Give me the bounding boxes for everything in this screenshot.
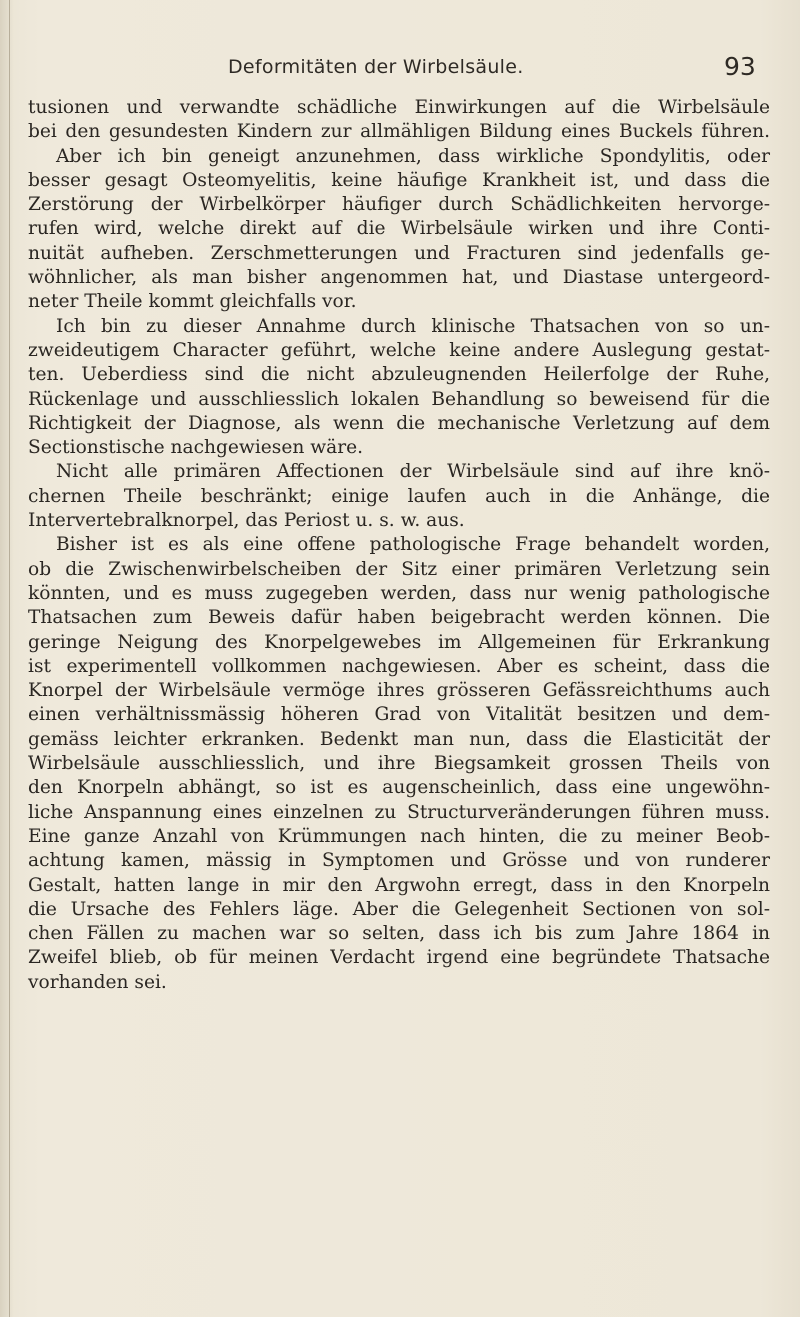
text-line: Wirbelsäule ausschliesslich, und ihre Biegsamkeit grossen Theils von — [28, 753, 770, 775]
text-line: Gestalt, hatten lange in mir den Argwohn erregt, dass in den Knorpeln — [28, 874, 770, 896]
text-line: Bisher ist es als eine offene pathologische Frage behandelt worden, — [56, 534, 770, 556]
text-line: bei den gesundesten Kindern zur allmähligen Bildung eines Buckels führen. — [28, 121, 770, 143]
text-line: könnten, und es muss zugegeben werden, dass nur wenig pathologische — [28, 582, 770, 604]
text-line: zweideutigem Character geführt, welche keine andere Auslegung gestat- — [28, 339, 770, 361]
text-line: ist experimentell vollkommen nachgewiesen. Aber es scheint, dass die — [28, 655, 770, 677]
text-line: chen Fällen zu machen war so selten, dass ich bis zum Jahre 1864 in — [28, 923, 770, 945]
text-line: Aber ich bin geneigt anzunehmen, dass wirkliche Spondylitis, oder — [56, 145, 770, 167]
text-line: ten. Ueberdiess sind die nicht abzuleugnenden Heilerfolge der Ruhe, — [28, 364, 770, 386]
body-text — [28, 96, 770, 995]
text-line: besser gesagt Osteomyelitis, keine häufige Krankheit ist, und dass die — [28, 169, 770, 191]
text-line: Ich bin zu dieser Annahme durch klinische Thatsachen von so un- — [56, 315, 770, 337]
text-line: Eine ganze Anzahl von Krümmungen nach hinten, die zu meiner Beob- — [28, 825, 770, 847]
text-line: tusionen und verwandte schädliche Einwirkungen auf die Wirbelsäule — [28, 97, 770, 118]
text-line: Rückenlage und ausschliesslich lokalen Behandlung so beweisend für die — [28, 388, 770, 410]
text-line: Knorpel der Wirbelsäule vermöge ihres grösseren Gefässreichthums auch — [28, 680, 770, 702]
page-number: 93 — [724, 52, 756, 81]
page-header — [0, 52, 800, 86]
text-line: Nicht alle primären Affectionen der Wirbelsäule sind auf ihre knö- — [56, 461, 770, 483]
text-line: den Knorpeln abhängt, so ist es augenscheinlich, dass eine ungewöhn- — [28, 777, 770, 799]
text-line: rufen wird, welche direkt auf die Wirbelsäule wirken und ihre Conti- — [28, 218, 770, 240]
running-title: Deformitäten der Wirbelsäule. — [228, 56, 524, 78]
text-line: die Ursache des Fehlers läge. Aber die Gelegenheit Sectionen von sol- — [28, 898, 770, 920]
text-line: Zerstörung der Wirbelkörper häufiger durch Schädlichkeiten hervorge- — [28, 194, 770, 216]
text-line: Zweifel blieb, ob für meinen Verdacht irgend eine begründete Thatsache — [28, 947, 770, 969]
text-line: wöhnlicher, als man bisher angenommen hat, und Diastase untergeord- — [28, 267, 770, 289]
page-gutter — [9, 0, 10, 1317]
text-line: Richtigkeit der Diagnose, als wenn die mechanische Verletzung auf dem — [28, 412, 770, 434]
text-line: geringe Neigung des Knorpelgewebes im Allgemeinen für Erkrankung — [28, 631, 770, 653]
text-line: chernen Theile beschränkt; einige laufen auch in die Anhänge, die — [28, 485, 770, 507]
text-line: vorhanden sei. — [28, 971, 167, 993]
text-line: liche Anspannung eines einzelnen zu Structurveränderungen führen muss. — [28, 801, 770, 823]
text-line: neter Theile kommt gleichfalls vor. — [28, 291, 357, 313]
text-line: ob die Zwischenwirbelscheiben der Sitz einer primären Verletzung sein — [28, 558, 770, 580]
text-line: nuität aufheben. Zerschmetterungen und Fracturen sind jedenfalls ge- — [28, 242, 770, 264]
text-line: achtung kamen, mässig in Symptomen und Grösse und von runderer — [28, 850, 770, 872]
text-line: Thatsachen zum Beweis dafür haben beigebracht werden können. Die — [28, 607, 770, 629]
text-line: Sectionstische nachgewiesen wäre. — [28, 437, 364, 459]
text-line: einen verhältnissmässig höheren Grad von Vitalität besitzen und dem- — [28, 704, 770, 726]
text-line: gemäss leichter erkranken. Bedenkt man nun, dass die Elasticität der — [28, 728, 770, 750]
text-line: Intervertebralknorpel, das Periost u. s. w. aus. — [28, 510, 465, 532]
